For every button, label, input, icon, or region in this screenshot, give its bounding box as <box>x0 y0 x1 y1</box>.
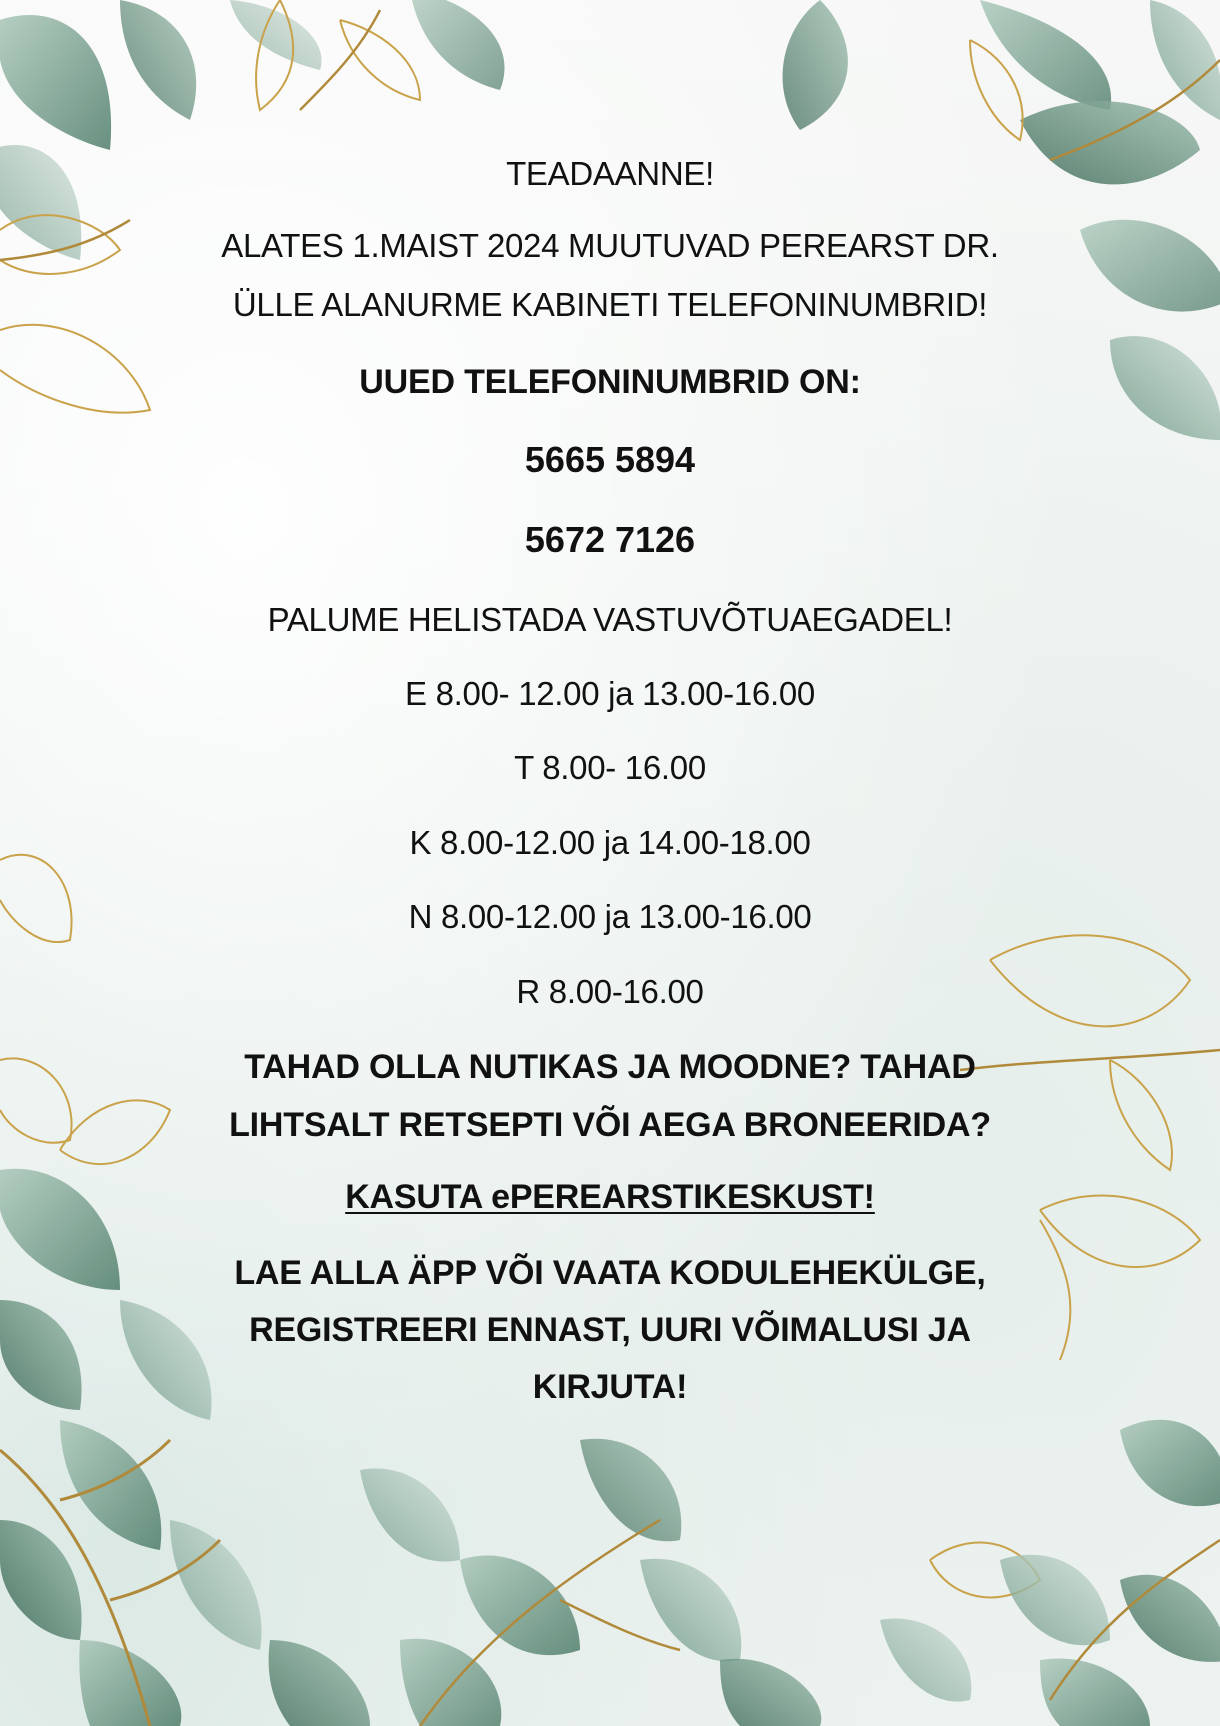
intro-line-1: ALATES 1.MAIST 2024 MUUTUVAD PEREARST DR. <box>221 227 999 264</box>
intro-line-2: ÜLLE ALANURME KABINETI TELEFONINUMBRID! <box>232 286 988 323</box>
eucalyptus-leaf-icon <box>360 1439 821 1726</box>
call-hours-text: PALUME HELISTADA VASTUVÕTUAEGADEL! <box>267 601 953 638</box>
hours-thursday: N 8.00-12.00 ja 13.00-16.00 <box>408 898 812 935</box>
promo-line-1: TAHAD OLLA NUTIKAS JA MOODNE? TAHAD <box>244 1048 976 1086</box>
notice-heading: TEADAANNE! <box>506 155 714 192</box>
instructions-line-2: REGISTREERI ENNAST, UURI VÕIMALUSI JA <box>249 1311 971 1349</box>
promo-cta: KASUTA ePEREARSTIKESKUST! <box>345 1178 875 1216</box>
promo-line-2: LIHTSALT RETSEPTI VÕI AEGA BRONEERIDA? <box>229 1106 991 1144</box>
hours-monday: E 8.00- 12.00 ja 13.00-16.00 <box>405 675 815 712</box>
hours-friday: R 8.00-16.00 <box>516 973 704 1010</box>
phone-number-1: 5665 5894 <box>524 439 696 480</box>
hours-tuesday: T 8.00- 16.00 <box>514 749 706 786</box>
eucalyptus-leaf-icon <box>0 1169 370 1726</box>
phones-heading: UUED TELEFONINUMBRID ON: <box>359 363 861 401</box>
instructions-line-1: LAE ALLA ÄPP VÕI VAATA KODULEHEKÜLGE, <box>234 1254 986 1292</box>
phone-number-2: 5672 7126 <box>524 519 696 560</box>
instructions-line-3: KIRJUTA! <box>532 1368 688 1406</box>
eucalyptus-leaf-icon <box>880 1420 1220 1726</box>
hours-wednesday: K 8.00-12.00 ja 14.00-18.00 <box>409 824 811 861</box>
eucalyptus-leaf-icon <box>0 0 504 260</box>
